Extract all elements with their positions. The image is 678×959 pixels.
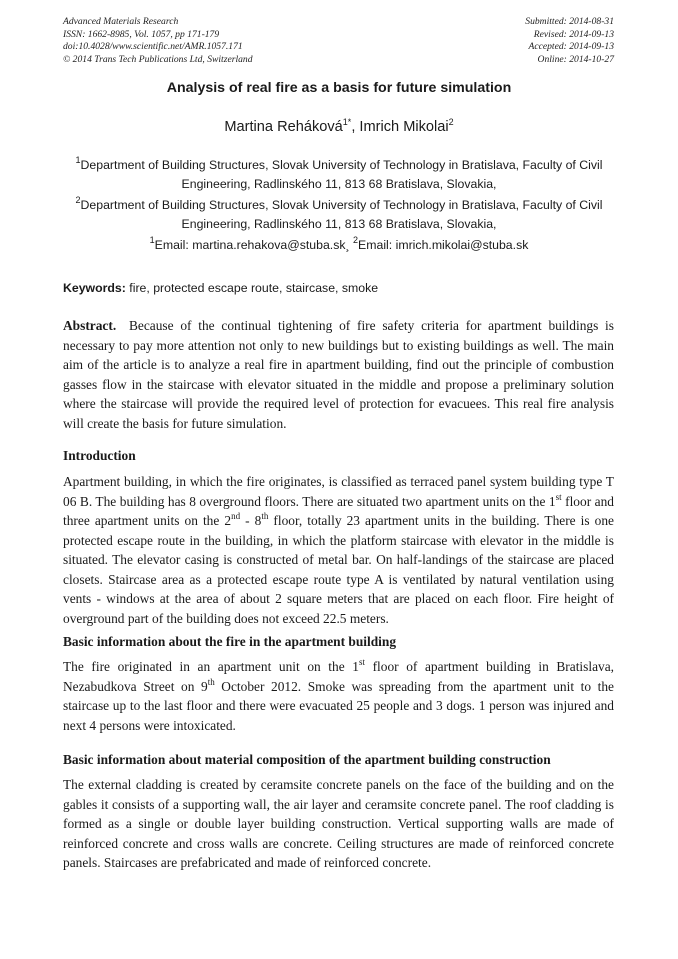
author-separator: , (351, 119, 360, 135)
intro-text-1: Apartment building, in which the fire originates, is classified as terraced panel system building type T 06 B. The building has 8 overground floors. There are situated two apartment units on the 1 (63, 474, 614, 509)
date-submitted: Submitted: 2014-08-31 (525, 16, 614, 27)
fire-info-paragraph (63, 657, 614, 735)
fire-info-heading: Basic information about the fire in the apartment building (63, 634, 397, 649)
introduction-paragraph (63, 472, 614, 628)
email-1-link[interactable]: Email: martina.rehakova@stuba.sk (154, 238, 346, 252)
fire-text-3: October 2012. Smoke was spreading from the apartment unit to the staircase up to the last floor and there were evacuated 25 people and 3 dogs. 1 person was injured and next 4 persons were intoxicated. (63, 678, 614, 733)
fire-sup-2: th (207, 676, 215, 687)
email-1-mark: 1 (149, 235, 155, 245)
author-2-name: Imrich Mikolai (359, 119, 449, 135)
intro-text-2: floor and three apartment units on the 2 (63, 493, 614, 528)
fire-text-1: The fire originated in an apartment unit on the 1 (63, 659, 359, 674)
abstract-label: Abstract. (63, 318, 117, 333)
author-emails (0, 235, 678, 252)
abstract (63, 316, 614, 433)
journal-copyright: © 2014 Trans Tech Publications Ltd, Switzerland (63, 53, 253, 65)
affiliation-1-mark: 1 (75, 155, 81, 165)
email-2-link[interactable]: Email: imrich.mikolai@stuba.sk (358, 238, 529, 252)
date-revised: Revised: 2014-09-13 (533, 28, 614, 40)
author-2-affil-mark: 2 (448, 117, 454, 127)
intro-text-3: - 8 (240, 513, 262, 528)
author-1-name: Martina Reháková (224, 119, 343, 135)
email-separator: ¸ (345, 238, 354, 252)
abstract-text: Because of the continual tightening of fire safety criteria for apartment buildings is necessary to pay more attention not only to new buildings but to existing buildings as well. The main aim of the article is to analyze a real fire in apartment building, find out the principle of combustion gasses flow in the staircase with elevator situated in the middle and propose a preliminary solution where the staircase will provide the required level of protection for evacuees. This real fire analysis will create the basis for future simulation. (63, 318, 614, 431)
keywords-label: Keywords: (63, 281, 126, 295)
introduction-heading: Introduction (63, 448, 136, 463)
journal-issn: ISSN: 1662-8985, Vol. 1057, pp 171-179 (63, 28, 220, 40)
author-1-affil-mark: 1* (342, 117, 352, 127)
journal-info (63, 16, 253, 66)
fire-text-2: floor of apartment building in Bratislava, Nezabudkova Street on 9 (63, 659, 614, 694)
affiliation-1 (60, 156, 618, 194)
material-paragraph: The external cladding is created by ceramsite concrete panels on the face of the building and on the gables it consists of a supporting wall, the air layer and ceramsite concrete panel. The roof cladding is formed as a single or double layer building construction. Vertical supporting walls are made of reinforced concrete and cross walls are concrete. Ceiling structures are made of reinforced concrete panels. Staircases are prefabricated and made of reinforced concrete. (63, 777, 614, 870)
article-dates (525, 16, 614, 66)
journal-doi: doi:10.4028/www.scientific.net/AMR.1057.171 (63, 41, 243, 53)
date-online: Online: 2014-10-27 (537, 53, 614, 65)
intro-sup-2: nd (231, 511, 241, 521)
date-accepted: Accepted: 2014-09-13 (528, 41, 614, 53)
affiliation-2-mark: 2 (75, 195, 81, 205)
affiliation-1-text: Department of Building Structures, Slovak University of Technology in Bratislava, Faculty of Civil Engineering, Radlinského 11, 813 68 Bratislava, Slovakia, (80, 158, 603, 191)
email-2-mark: 2 (353, 235, 359, 245)
keywords-text: fire, protected escape route, staircase, smoke (125, 281, 379, 295)
intro-sup-3: th (261, 511, 269, 521)
affiliation-2-text: Department of Building Structures, Slovak University of Technology in Bratislava, Faculty of Civil Engineering, Radlinského 11, 813 68 Bratislava, Slovakia, (80, 198, 603, 231)
journal-name: Advanced Materials Research (63, 16, 179, 27)
fire-sup-1: st (358, 657, 365, 667)
affiliation-2 (60, 196, 618, 234)
intro-text-4: floor, totally 23 apartment units in the building. There is one protected escape route in the building, in which the platform staircase with elevator in the middle is situated. The elevator casing is constructed of metal bar. On half-landings of the staircase are placed closets. Staircase area as a protected escape route type A is ventilated by natural ventilation using vents - windows at the area of about 2 square meters that are placed on each floor. Fire height of overground part of the building does not exceed 22.5 meters. (63, 513, 614, 626)
author-list (0, 119, 678, 135)
intro-sup-1: st (555, 491, 562, 502)
material-heading: Basic information about material composition of the apartment building construction (63, 752, 551, 767)
keywords (63, 281, 378, 295)
paper-title: Analysis of real fire as a basis for future simulation (166, 80, 512, 96)
